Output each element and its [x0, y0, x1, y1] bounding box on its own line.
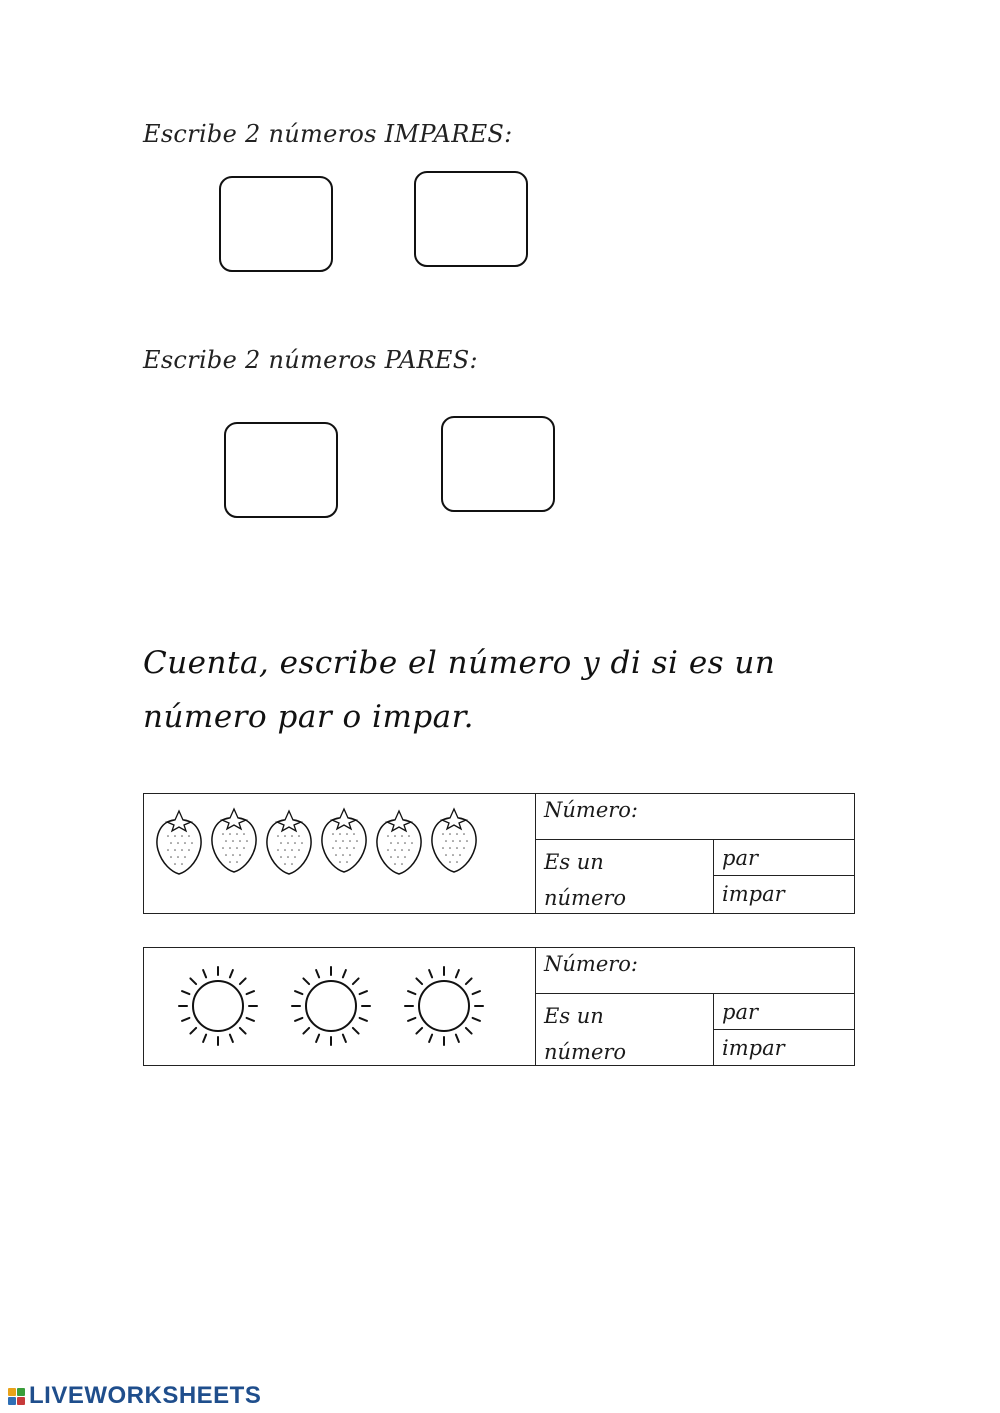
numero-label: Número: — [544, 952, 638, 976]
strawberry-icon — [212, 809, 256, 872]
numero-field[interactable] — [536, 948, 854, 994]
instruction-cuenta-line1: Cuenta, escribe el número y di si es un — [143, 645, 776, 681]
suns-group — [144, 948, 536, 1067]
numero-label: Número: — [544, 798, 638, 822]
answer-box-par-2[interactable] — [441, 416, 555, 512]
es-un-label: Es un — [544, 1004, 604, 1028]
numero-word-label: número — [544, 1040, 627, 1064]
es-un-numero-cell — [536, 840, 714, 913]
strawberry-icon — [322, 809, 366, 872]
numero-field[interactable] — [536, 794, 854, 840]
brand-name: LIVEWORKSHEETS — [29, 1382, 262, 1409]
exercise-row-strawberries — [143, 793, 855, 914]
strawberry-icon — [377, 811, 421, 874]
instruction-pares: Escribe 2 números PARES: — [143, 346, 478, 374]
answer-box-par-1[interactable] — [224, 422, 338, 518]
exercise-row-suns — [143, 947, 855, 1066]
answer-box-impar-2[interactable] — [414, 171, 528, 267]
instruction-impares: Escribe 2 números IMPARES: — [143, 120, 513, 148]
answer-box-impar-1[interactable] — [219, 176, 333, 272]
sun-icon — [179, 967, 257, 1045]
es-un-label: Es un — [544, 850, 604, 874]
picture-cell-strawberries — [144, 794, 536, 913]
option-par[interactable]: par — [714, 840, 854, 876]
strawberries-group — [144, 794, 536, 915]
strawberry-icon — [432, 809, 476, 872]
option-par[interactable]: par — [714, 994, 854, 1030]
strawberry-icon — [157, 811, 201, 874]
option-impar[interactable]: impar — [722, 882, 785, 906]
strawberry-icon — [267, 811, 311, 874]
logo-mark-icon — [8, 1388, 25, 1405]
es-un-numero-cell — [536, 994, 714, 1065]
sun-icon — [292, 967, 370, 1045]
numero-word-label: número — [544, 886, 627, 910]
picture-cell-suns — [144, 948, 536, 1065]
instruction-cuenta-line2: número par o impar. — [143, 699, 474, 735]
option-impar[interactable]: impar — [722, 1036, 785, 1060]
liveworksheets-logo — [8, 1383, 261, 1409]
sun-icon — [405, 967, 483, 1045]
